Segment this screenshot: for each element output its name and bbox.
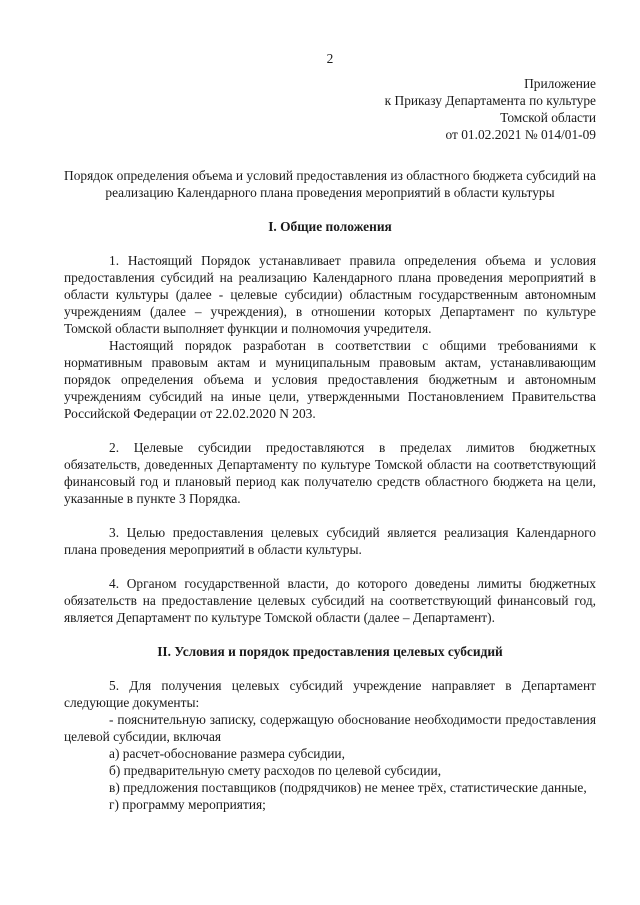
- paragraph: 3. Целью предоставления целевых субсидий является реализация Календарного плана проведения мероприятий в области культуры.: [64, 525, 596, 557]
- list-item: а) расчет-обоснование размера субсидии,: [109, 746, 345, 761]
- list-item: г) программу мероприятия;: [109, 797, 266, 812]
- list-item: б) предварительную смету расходов по целевой субсидии,: [109, 763, 442, 778]
- appendix-line: к Приказу Департамента по культуре: [384, 93, 596, 108]
- page-number: 2: [326, 51, 334, 66]
- appendix-date: от 01.02.2021 № 014/01-09: [445, 127, 596, 142]
- list-item: в) предложения поставщиков (подрядчиков) не менее трёх, статистические данные,: [109, 780, 587, 795]
- appendix-line: Приложение: [524, 76, 596, 91]
- paragraph: 1. Настоящий Порядок устанавливает правила определения объема и условия предоставления субсидий на реализацию Календарного плана проведения мероприятий в области культуры (далее - целевые субсидии) областным государственным автономным учреждениям (далее – учреждения), в отношении которых Департамент по культуре Томской области выполняет функции и полномочия учредителя.: [64, 253, 596, 336]
- appendix-line: Томской области: [500, 110, 596, 125]
- section-heading-conditions: II. Условия и порядок предоставления целевых субсидий: [157, 644, 503, 659]
- paragraph: 5. Для получения целевых субсидий учреждение направляет в Департамент следующие документы:: [64, 678, 596, 710]
- document-title: Порядок определения объема и условий предоставления из областного бюджета субсидий на реализацию Календарного плана проведения мероприятий в области культуры: [64, 168, 596, 200]
- paragraph: 2. Целевые субсидии предоставляются в пределах лимитов бюджетных обязательств, доведенных Департаменту по культуре Томской области на соответствующий финансовый год и плановый период как получателю средств областного бюджета на цели, указанные в пункте 3 Порядка.: [64, 440, 596, 506]
- paragraph: - пояснительную записку, содержащую обоснование необходимости предоставления целевой субсидии, включая: [64, 712, 596, 744]
- appendix-block: [64, 75, 596, 143]
- paragraph: Настоящий порядок разработан в соответствии с общими требованиями к нормативным правовым актам и муниципальным правовым актам, устанавливающим порядок определения объема и условия предоставления бюджетным и автономным учреждениям субсидий на иные цели, утвержденными Постановлением Правительства Российской Федерации от 22.02.2020 N 203.: [64, 338, 596, 421]
- paragraph: 4. Органом государственной власти, до которого доведены лимиты бюджетных обязательств на предоставление целевых субсидий на соответствующий финансовый год, является Департамент по культуре Томской области (далее – Департамент).: [64, 576, 596, 625]
- section-heading-general: I. Общие положения: [268, 219, 392, 234]
